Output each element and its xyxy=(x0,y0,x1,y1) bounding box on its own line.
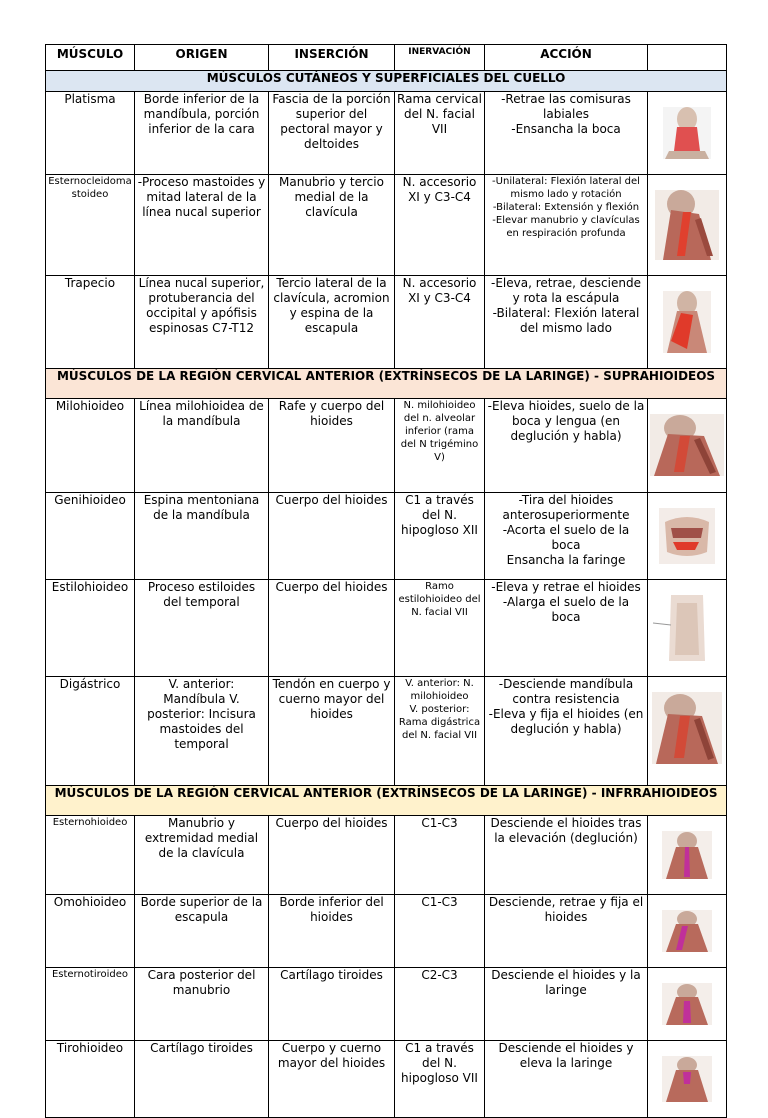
section-header xyxy=(46,786,727,816)
cell-inervacion: Rama cervical del N. facial VII xyxy=(395,92,485,175)
table-row xyxy=(46,895,727,968)
cell-origen: Línea milohioidea de la mandíbula xyxy=(135,399,269,493)
header-row xyxy=(46,45,727,71)
cell-image xyxy=(648,677,727,786)
header-inervacion: INERVACIÓN xyxy=(395,45,485,71)
cell-origen: V. anterior: Mandíbula V. posterior: Incisura mastoides del temporal xyxy=(135,677,269,786)
cell-musculo: Platisma xyxy=(46,92,135,175)
cell-insercion: Rafe y cuerpo del hioides xyxy=(269,399,395,493)
section-title: MÚSCULOS CUTÁNEOS Y SUPERFICIALES DEL CUELLO xyxy=(46,71,727,92)
header-accion: ACCIÓN xyxy=(485,45,648,71)
cell-inervacion: N. accesorio XI y C3-C4 xyxy=(395,276,485,369)
cell-accion: -Desciende mandíbula contra resistencia -Eleva y fija el hioides (en deglución y habla) xyxy=(485,677,648,786)
cell-image xyxy=(648,175,727,276)
neck-small-illustration xyxy=(662,983,712,1025)
cell-origen: Borde inferior de la mandíbula, porción inferior de la cara xyxy=(135,92,269,175)
cell-image xyxy=(648,1041,727,1118)
cell-musculo: Esternotiroideo xyxy=(46,968,135,1041)
table-row xyxy=(46,677,727,786)
cell-insercion: Cartílago tiroides xyxy=(269,968,395,1041)
jaw-section-illustration xyxy=(659,508,715,564)
section-header xyxy=(46,71,727,92)
cell-insercion: Manubrio y tercio medial de la clavícula xyxy=(269,175,395,276)
section-header xyxy=(46,369,727,399)
cell-accion: -Unilateral: Flexión lateral del mismo lado y rotación -Bilateral: Extensión y flexión -Elevar manubrio y clavículas en respiración profunda xyxy=(485,175,648,276)
cell-image xyxy=(648,580,727,677)
cell-musculo: Esternocleidomastoideo xyxy=(46,175,135,276)
cell-insercion: Cuerpo del hioides xyxy=(269,580,395,677)
cell-musculo: Genihioideo xyxy=(46,493,135,580)
cell-accion: Desciende el hioides y eleva la laringe xyxy=(485,1041,648,1118)
table-row xyxy=(46,175,727,276)
cell-musculo: Tirohioideo xyxy=(46,1041,135,1118)
section-title: MÚSCULOS DE LA REGIÓN CERVICAL ANTERIOR (EXTRÍNSECOS DE LA LARINGE) - SUPRAHIOIDEOS xyxy=(46,369,727,399)
cell-musculo: Milohioideo xyxy=(46,399,135,493)
cell-image xyxy=(648,895,727,968)
cell-insercion: Fascia de la porción superior del pectoral mayor y deltoides xyxy=(269,92,395,175)
cell-image xyxy=(648,968,727,1041)
table-row xyxy=(46,92,727,175)
cell-image xyxy=(648,276,727,369)
cell-inervacion: N. accesorio XI y C3-C4 xyxy=(395,175,485,276)
cell-accion: -Eleva hioides, suelo de la boca y lengua (en deglución y habla) xyxy=(485,399,648,493)
section-title: MÚSCULOS DE LA REGIÓN CERVICAL ANTERIOR (EXTRÍNSECOS DE LA LARINGE) - INFRRAHIOIDEOS xyxy=(46,786,727,816)
cell-accion: -Tira del hioides anterosuperiormente -Acorta el suelo de la boca Ensancha la faringe xyxy=(485,493,648,580)
cell-musculo: Digástrico xyxy=(46,677,135,786)
table-row xyxy=(46,968,727,1041)
cell-accion: -Eleva y retrae el hioides -Alarga el suelo de la boca xyxy=(485,580,648,677)
header-origen: ORIGEN xyxy=(135,45,269,71)
cell-image xyxy=(648,493,727,580)
cell-insercion: Cuerpo del hioides xyxy=(269,493,395,580)
header-image xyxy=(648,45,727,71)
cell-accion: -Retrae las comisuras labiales -Ensancha la boca xyxy=(485,92,648,175)
cell-insercion: Borde inferior del hioides xyxy=(269,895,395,968)
cell-origen: Borde superior de la escapula xyxy=(135,895,269,968)
cell-inervacion: C1-C3 xyxy=(395,816,485,895)
table-row xyxy=(46,816,727,895)
neck-front-illustration xyxy=(663,107,711,159)
cell-musculo: Estilohioideo xyxy=(46,580,135,677)
cell-inervacion: Ramo estilohioideo del N. facial VII xyxy=(395,580,485,677)
table-row xyxy=(46,399,727,493)
cell-insercion: Tercio lateral de la clavícula, acromion y espina de la escapula xyxy=(269,276,395,369)
neck-small-illustration xyxy=(662,1056,712,1102)
cell-insercion: Cuerpo del hioides xyxy=(269,816,395,895)
muscle-table xyxy=(45,44,727,1118)
neck-pale-illustration xyxy=(651,595,723,661)
neck-lateral-illustration xyxy=(652,692,722,764)
cell-inervacion: C1 a través del N. hipogloso XII xyxy=(395,493,485,580)
cell-origen: Proceso estiloides del temporal xyxy=(135,580,269,677)
cell-musculo: Omohioideo xyxy=(46,895,135,968)
neck-back-illustration xyxy=(663,291,711,353)
cell-origen: Espina mentoniana de la mandíbula xyxy=(135,493,269,580)
cell-inervacion: N. milohioideo del n. alveolar inferior (rama del N trigémino V) xyxy=(395,399,485,493)
cell-inervacion: C1 a través del N. hipogloso VII xyxy=(395,1041,485,1118)
cell-origen: Manubrio y extremidad medial de la clavícula xyxy=(135,816,269,895)
neck-small-illustration xyxy=(662,831,712,879)
cell-insercion: Tendón en cuerpo y cuerno mayor del hioides xyxy=(269,677,395,786)
cell-origen: -Proceso mastoides y mitad lateral de la línea nucal superior xyxy=(135,175,269,276)
cell-musculo: Esternohioideo xyxy=(46,816,135,895)
cell-accion: -Eleva, retrae, desciende y rota la escápula -Bilateral: Flexión lateral del mismo lado xyxy=(485,276,648,369)
cell-image xyxy=(648,92,727,175)
cell-image xyxy=(648,816,727,895)
header-musculo: MÚSCULO xyxy=(46,45,135,71)
neck-small-illustration xyxy=(662,910,712,952)
cell-inervacion: V. anterior: N. milohioideo V. posterior: Rama digástrica del N. facial VII xyxy=(395,677,485,786)
cell-origen: Línea nucal superior, protuberancia del occipital y apófisis espinosas C7-T12 xyxy=(135,276,269,369)
neck-lateral-illustration xyxy=(655,190,719,260)
header-insercion: INSERCIÓN xyxy=(269,45,395,71)
cell-image xyxy=(648,399,727,493)
cell-insercion: Cuerpo y cuerno mayor del hioides xyxy=(269,1041,395,1118)
table-row xyxy=(46,493,727,580)
cell-inervacion: C2-C3 xyxy=(395,968,485,1041)
neck-lateral-illustration xyxy=(650,414,724,476)
cell-accion: Desciende, retrae y fija el hioides xyxy=(485,895,648,968)
table-row xyxy=(46,1041,727,1118)
cell-accion: Desciende el hioides y la laringe xyxy=(485,968,648,1041)
table-row xyxy=(46,276,727,369)
cell-origen: Cara posterior del manubrio xyxy=(135,968,269,1041)
table-row xyxy=(46,580,727,677)
cell-inervacion: C1-C3 xyxy=(395,895,485,968)
cell-origen: Cartílago tiroides xyxy=(135,1041,269,1118)
cell-musculo: Trapecio xyxy=(46,276,135,369)
cell-accion: Desciende el hioides tras la elevación (deglución) xyxy=(485,816,648,895)
